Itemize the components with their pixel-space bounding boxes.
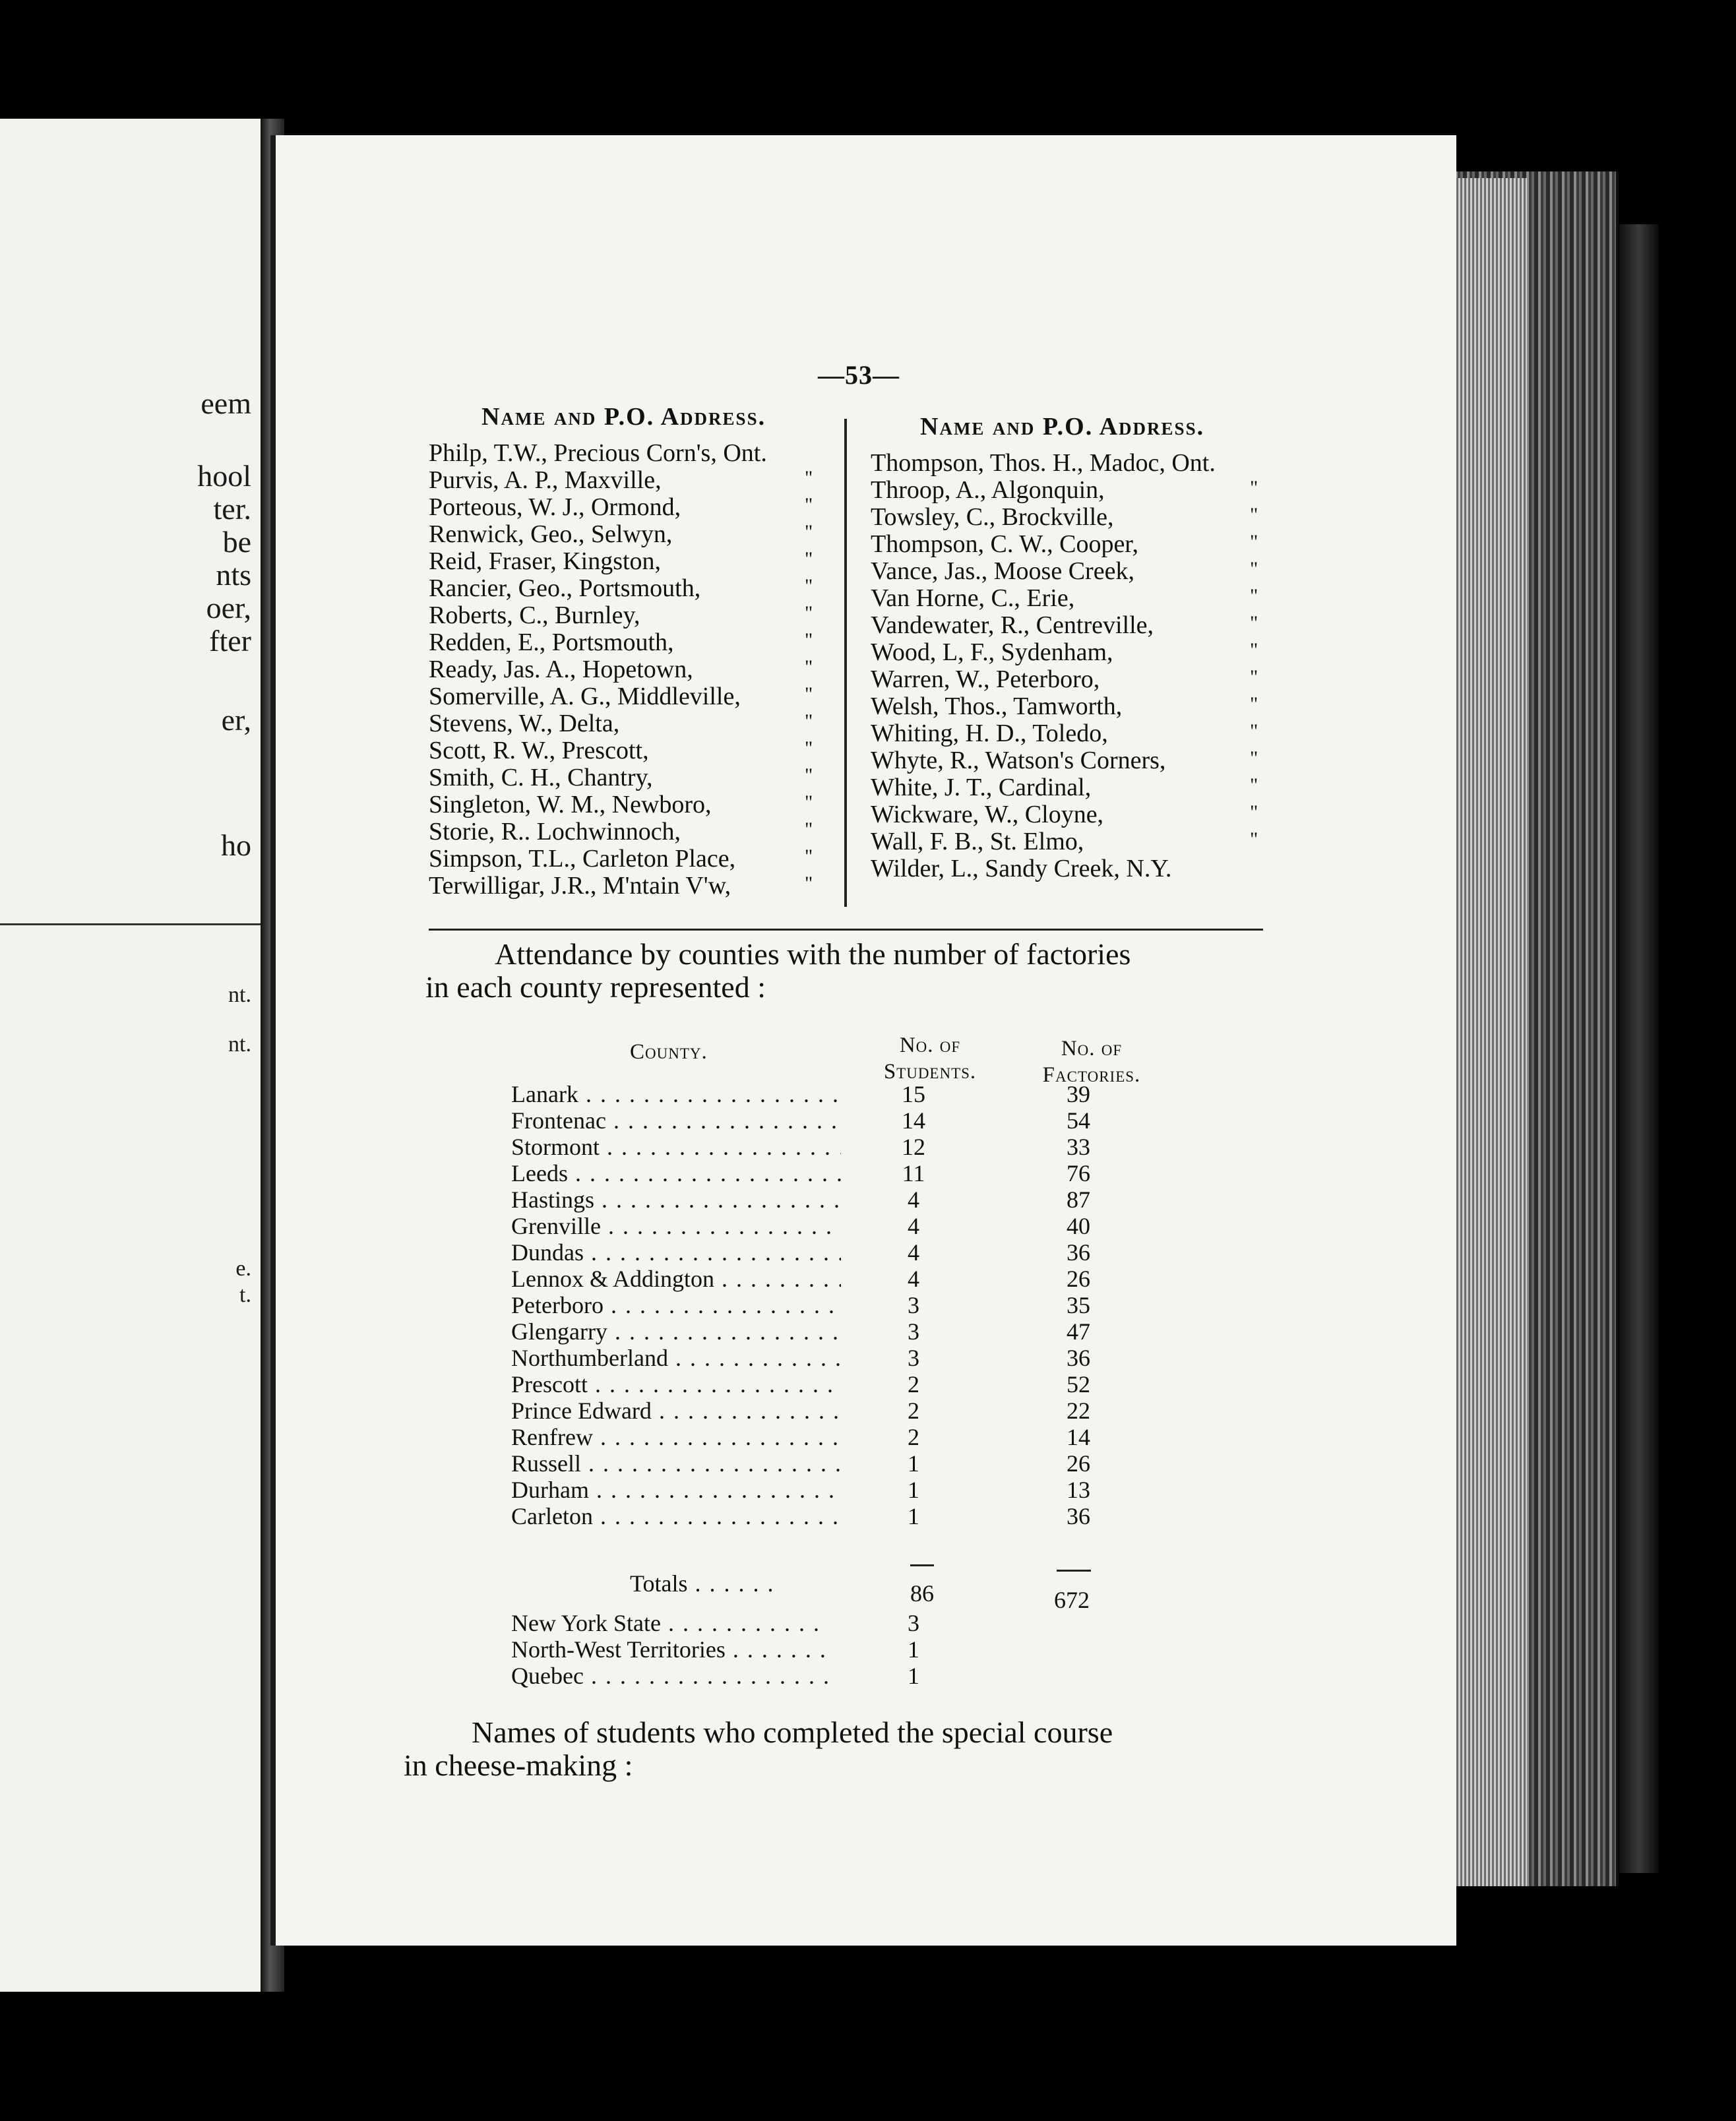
factory-count: 87 [1067,1186,1090,1213]
facing-page-text: be [222,525,251,559]
ditto-mark: " [805,548,813,570]
facing-page-text: oer, [206,591,251,625]
name-entry [429,548,838,575]
factory-count: 36 [1067,1345,1090,1371]
factory-count: 22 [1067,1398,1090,1424]
county-name: Glengarry . . . [511,1318,841,1345]
page-edges-highlight [1454,178,1527,1886]
county-name: Prescott . . . [511,1370,841,1398]
factory-count: 13 [1067,1477,1090,1503]
ditto-mark: " [805,521,813,543]
factory-count: 54 [1067,1107,1090,1134]
name-entry-text: Smith, C. H., Chantry, [429,764,653,791]
name-entry [871,666,1280,693]
name-entry [871,828,1280,855]
ditto-mark: " [1250,504,1258,526]
closing-line-1: Names of students who completed the special course [472,1715,1113,1749]
factory-count: 52 [1067,1371,1090,1398]
name-entry [871,639,1280,666]
name-entry-text: Whyte, R., Watson's Corners, [871,747,1166,774]
name-entry-text: White, J. T., Cardinal, [871,774,1092,801]
name-entry-text: Redden, E., Portsmouth, [429,629,674,656]
table-row [511,1212,1171,1239]
ditto-mark: " [805,873,813,894]
name-entry-text: Somerville, A. G., Middleville, [429,683,741,710]
right-name-list [871,450,1280,882]
table-intro-line-1: Attendance by counties with the number of factories [495,937,1131,971]
ditto-mark: " [805,629,813,651]
name-entry [429,629,838,656]
county-name: Russell . . . [511,1450,841,1477]
totals-rule-students [910,1564,934,1566]
county-name: Lennox & Addington . . . [511,1265,841,1293]
county-name: Renfrew . . . [511,1423,841,1451]
facing-page-text: nt. [228,983,251,1007]
facing-page-text: ho [221,828,251,862]
county-name: Frontenac . . . [511,1107,841,1134]
ditto-mark: " [805,602,813,624]
column-header-county: County. [630,1040,708,1064]
county-name: Hastings . . . [511,1186,841,1214]
ditto-mark: " [805,845,813,867]
right-column-heading: Name and P.O. Address. [920,413,1205,441]
facing-page-text: eem [201,386,251,420]
facing-page-text: ter. [213,492,251,526]
ditto-mark: " [805,818,813,840]
name-entry-text: Reid, Fraser, Kingston, [429,547,662,575]
ditto-mark: " [1250,693,1258,715]
ditto-mark: " [805,575,813,597]
totals-factories: 672 [1054,1587,1090,1613]
factory-count: 35 [1067,1292,1090,1318]
name-entry [429,873,838,900]
facing-page-text: hool [197,459,251,493]
facing-page-rule [0,923,261,925]
county-name: Grenville . . . [511,1212,841,1240]
name-entry-text: Wood, L, F., Sydenham, [871,638,1113,666]
name-entry [429,791,838,818]
column-divider [844,419,847,907]
name-entry [871,693,1280,720]
closing-line-2: in cheese-making : [404,1748,633,1782]
name-entry [429,737,838,764]
name-entry-text: Thompson, C. W., Cooper, [871,530,1138,558]
factory-count: 47 [1067,1318,1090,1345]
name-entry [429,494,838,521]
name-entry-text: Roberts, C., Burnley, [429,601,640,629]
column-header-students-line-2: Students. [883,1060,977,1084]
table-row [511,1159,1171,1186]
ditto-mark: " [805,737,813,759]
factory-count: 76 [1067,1160,1090,1186]
student-count: 2 [908,1398,919,1424]
table-row [511,1107,1171,1133]
name-entry-text: Throop, A., Algonquin, [871,476,1105,504]
county-name: Northumberland . . . [511,1344,841,1372]
table-row [511,1344,1171,1370]
name-entry-text: Purvis, A. P., Maxville, [429,466,662,494]
name-entry-text: Wilder, L., Sandy Creek, N.Y. [871,855,1172,882]
outside-province-table [511,1609,1171,1688]
county-name: Dundas . . . [511,1239,841,1266]
ditto-mark: " [805,710,813,732]
facing-page-text: nt. [228,1032,251,1057]
name-entry [429,467,838,494]
name-entry [429,521,838,548]
factory-count: 40 [1067,1213,1090,1239]
table-row [511,1291,1171,1318]
ditto-mark: " [1250,720,1258,742]
ditto-mark: " [805,683,813,705]
left-name-list [429,440,838,900]
book-cover-edge [1619,224,1659,1873]
totals-rule-factories [1057,1570,1091,1572]
county-name: Leeds . . . [511,1159,841,1187]
name-entry [429,845,838,873]
name-entry [871,477,1280,504]
table-row [511,1397,1171,1423]
name-entry-text: Thompson, Thos. H., Madoc, Ont. [871,449,1216,477]
name-entry [429,710,838,737]
student-count: 2 [908,1371,919,1398]
student-count: 4 [908,1266,919,1292]
table-row [511,1423,1171,1450]
ditto-mark: " [1250,828,1258,850]
name-entry-text: Renwick, Geo., Selwyn, [429,520,673,548]
ditto-mark: " [1250,477,1258,499]
name-entry [871,531,1280,558]
table-row [511,1080,1171,1107]
student-count: 15 [902,1081,925,1107]
table-row [511,1370,1171,1397]
name-entry-text: Scott, R. W., Prescott, [429,737,649,764]
name-entry-text: Vandewater, R., Centreville, [871,611,1154,639]
ditto-mark: " [805,467,813,489]
name-entry [871,801,1280,828]
ditto-mark: " [1250,774,1258,796]
student-count: 4 [908,1239,919,1266]
table-row [511,1265,1171,1291]
county-name: Prince Edward . . . [511,1397,841,1425]
name-entry-text: Vance, Jas., Moose Creek, [871,557,1134,585]
table-row [511,1609,1171,1636]
table-row [511,1502,1171,1529]
factory-count: 26 [1067,1450,1090,1477]
name-entry-text: Wall, F. B., St. Elmo, [871,828,1084,855]
facing-page-text: t. [239,1283,251,1307]
student-count: 4 [908,1213,919,1239]
student-count: 1 [908,1450,919,1477]
table-row [511,1662,1171,1688]
name-entry [429,656,838,683]
name-entry-text: Wickware, W., Cloyne, [871,801,1104,828]
student-count: 1 [908,1636,919,1663]
page-number: —53— [818,360,900,390]
name-entry [429,764,838,791]
name-entry-text: Stevens, W., Delta, [429,710,620,737]
factory-count: 26 [1067,1266,1090,1292]
factory-count: 36 [1067,1239,1090,1266]
name-entry [429,575,838,602]
ditto-mark: " [1250,666,1258,688]
county-attendance-table [511,1080,1171,1529]
facing-page-text: nts [216,558,251,592]
ditto-mark: " [1250,585,1258,607]
name-entry-text: Rancier, Geo., Portsmouth, [429,574,701,602]
ditto-mark: " [1250,558,1258,580]
place-name: New York State . . . [511,1609,828,1637]
name-entry [871,450,1280,477]
facing-page [0,119,264,1992]
facing-page-text: er, [221,703,251,737]
student-count: 4 [908,1186,919,1213]
column-header-factories-line-2: Factories. [1042,1063,1141,1087]
county-name: Durham . . . [511,1476,841,1504]
student-count: 1 [908,1663,919,1689]
name-entry [429,440,838,467]
table-intro-line-2: in each county represented : [425,970,766,1004]
name-entry [871,585,1280,612]
table-row [511,1636,1171,1662]
name-entry-text: Philp, T.W., Precious Corn's, Ont. [429,439,767,467]
place-name: Quebec . . . [511,1662,828,1690]
table-row [511,1476,1171,1502]
ditto-mark: " [1250,747,1258,769]
name-entry [429,818,838,845]
facing-page-text: fter [209,624,251,658]
county-name: Lanark . . . [511,1080,841,1108]
table-row [511,1133,1171,1159]
ditto-mark: " [805,791,813,813]
student-count: 3 [908,1610,919,1636]
student-count: 14 [902,1107,925,1134]
factory-count: 14 [1067,1424,1090,1450]
section-rule [429,929,1263,931]
table-row [511,1186,1171,1212]
name-entry [871,747,1280,774]
name-entry-text: Whiting, H. D., Toledo, [871,720,1108,747]
totals-students: 86 [910,1580,934,1607]
ditto-mark: " [1250,639,1258,661]
student-count: 2 [908,1424,919,1450]
factory-count: 33 [1067,1134,1090,1160]
table-row [511,1318,1171,1344]
ditto-mark: " [1250,612,1258,634]
name-entry [429,683,838,710]
name-entry [871,612,1280,639]
name-entry-text: Singleton, W. M., Newboro, [429,791,712,818]
name-entry [871,504,1280,531]
county-name: Carleton . . . [511,1502,841,1530]
ditto-mark: " [1250,801,1258,823]
county-name: Peterboro . . . [511,1291,841,1319]
name-entry-text: Welsh, Thos., Tamworth, [871,692,1123,720]
name-entry-text: Van Horne, C., Erie, [871,584,1075,612]
table-row [511,1450,1171,1476]
name-entry-text: Porteous, W. J., Ormond, [429,493,681,521]
factory-count: 39 [1067,1081,1090,1107]
facing-page-text: e. [235,1256,251,1281]
name-entry-text: Storie, R.. Lochwinnoch, [429,818,681,845]
student-count: 3 [908,1292,919,1318]
column-header-students [864,1032,996,1085]
column-header-students-line-1: No. of [899,1033,961,1057]
student-count: 3 [908,1318,919,1345]
name-entry [871,855,1280,882]
column-header-factories-line-1: No. of [1061,1037,1123,1060]
student-count: 12 [902,1134,925,1160]
ditto-mark: " [805,656,813,678]
student-count: 3 [908,1345,919,1371]
factory-count: 36 [1067,1503,1090,1529]
ditto-mark: " [805,494,813,516]
totals-label: Totals . . . [630,1570,774,1597]
name-entry [871,720,1280,747]
place-name: North-West Territories . . . [511,1636,828,1663]
name-entry [429,602,838,629]
student-count: 1 [908,1503,919,1529]
name-entry [871,774,1280,801]
student-count: 11 [902,1160,925,1186]
name-entry [871,558,1280,585]
name-entry-text: Terwilligar, J.R., M'ntain V'w, [429,872,731,900]
left-column-heading: Name and P.O. Address. [481,403,766,431]
name-entry-text: Simpson, T.L., Carleton Place, [429,845,736,873]
student-count: 1 [908,1477,919,1503]
name-entry-text: Ready, Jas. A., Hopetown, [429,656,693,683]
county-name: Stormont . . . [511,1133,841,1161]
table-row [511,1239,1171,1265]
name-entry-text: Towsley, C., Brockville, [871,503,1114,531]
ditto-mark: " [805,764,813,786]
name-entry-text: Warren, W., Peterboro, [871,665,1100,693]
ditto-mark: " [1250,531,1258,553]
